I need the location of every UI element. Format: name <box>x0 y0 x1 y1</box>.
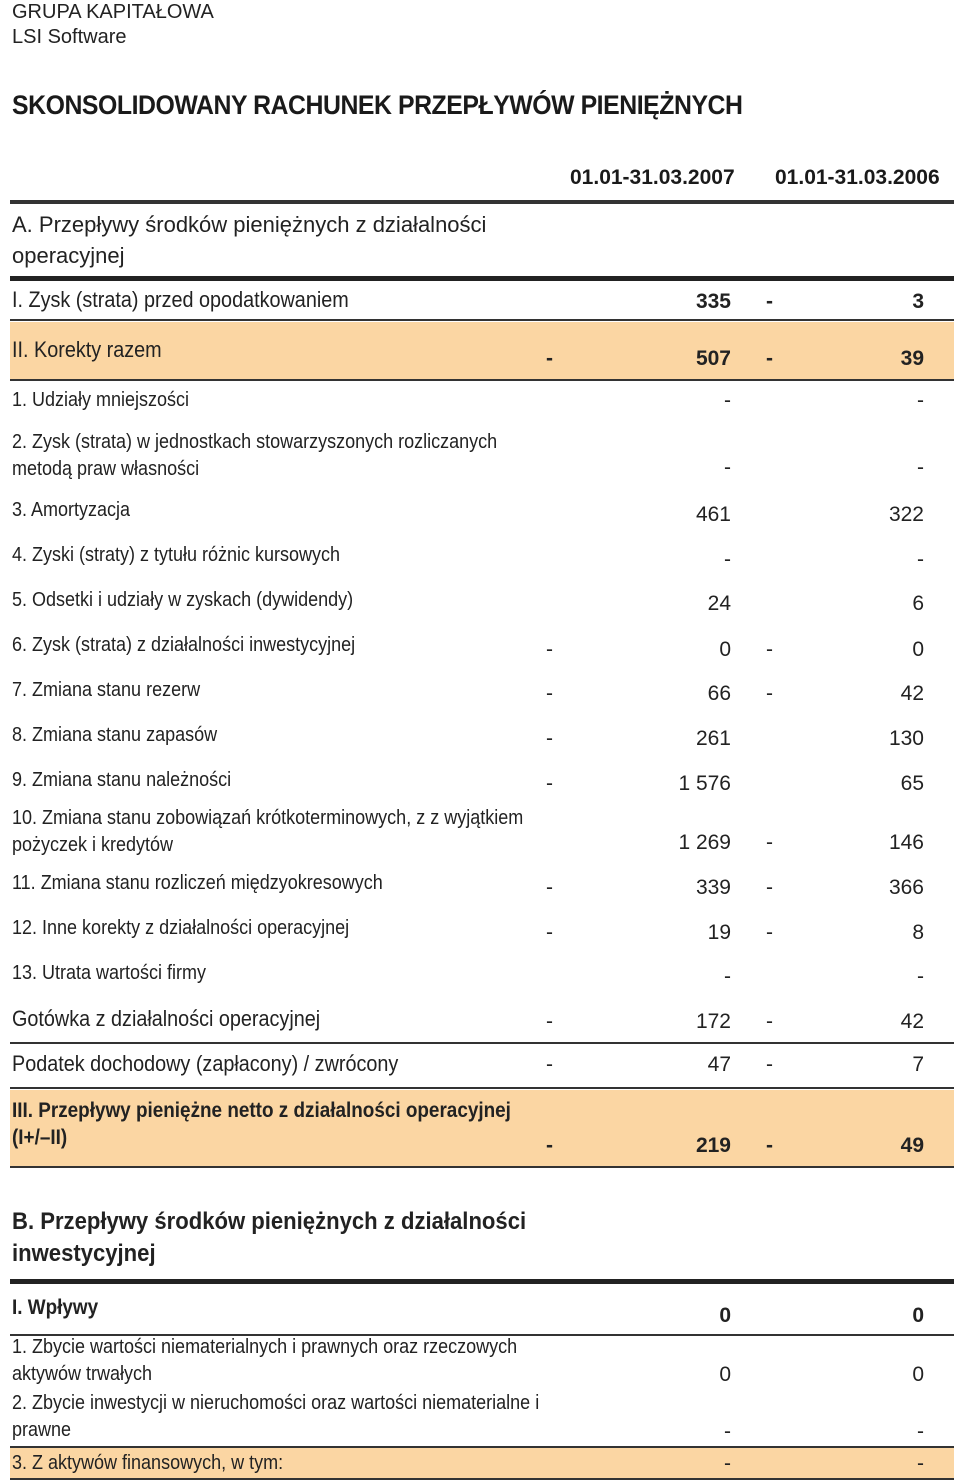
value-2006: 146 <box>888 831 924 854</box>
row-label-line1: Gotówka z działalności operacyjnej <box>12 1006 321 1031</box>
value-2007: 507 <box>695 347 731 370</box>
section_b-row-label <box>12 1294 98 1321</box>
value-2006: 3 <box>912 290 924 313</box>
sign-2006: - <box>766 682 773 705</box>
section_b-row-label <box>12 1390 539 1444</box>
value-2007: 0 <box>719 638 731 661</box>
value-2006: - <box>917 965 924 988</box>
row-rule <box>10 319 954 321</box>
sign-2006: - <box>766 290 773 313</box>
section_a-row-label <box>12 677 200 704</box>
row-label-line1: 3. Amortyzacja <box>12 499 131 521</box>
section_a-row-label <box>12 870 383 897</box>
row-label-line2: metodą praw własności <box>12 458 200 480</box>
company-name-line1: GRUPA KAPITAŁOWA <box>12 1 214 23</box>
value-2006: 39 <box>900 347 924 370</box>
sign-2006: - <box>766 831 773 854</box>
value-2007: 335 <box>695 290 731 313</box>
row-label-line1: 1. Zbycie wartości niematerialnych i prawnych oraz rzeczowych <box>12 1336 518 1358</box>
row-label-line1: 2. Zysk (strata) w jednostkach stowarzyszonych rozliczanych <box>12 431 498 453</box>
row-label-line1: 9. Zmiana stanu należności <box>12 769 232 791</box>
row-label-line1: 10. Zmiana stanu zobowiązań krótkoterminowych, z z wyjątkiem <box>12 807 524 829</box>
sign-2007: - <box>546 1053 553 1076</box>
value-2006: - <box>917 1452 924 1475</box>
section_a-row-label <box>12 497 130 524</box>
row-label-line1: 12. Inne korekty z działalności operacyjnej <box>12 917 350 939</box>
sign-2006: - <box>766 1134 773 1157</box>
section_a-row-label <box>12 1005 320 1032</box>
value-2007: 1 576 <box>678 772 731 795</box>
value-2007: - <box>724 389 731 412</box>
row-label-line2: aktywów trwałych <box>12 1363 153 1385</box>
value-2006: - <box>917 456 924 479</box>
value-2006: 6 <box>912 592 924 615</box>
value-2007: 172 <box>695 1010 731 1033</box>
row-label-line1: I. Wpływy <box>12 1296 99 1319</box>
value-2006: 42 <box>900 682 924 705</box>
row-label-line1: Podatek dochodowy (zapłacony) / zwrócony <box>12 1051 399 1076</box>
row-rule <box>10 379 954 381</box>
row-label-line1: 3. Z aktywów finansowych, w tym: <box>12 1452 284 1474</box>
row-rule <box>10 1478 954 1480</box>
row-label-line1: 2. Zbycie inwestycji w nieruchomości oraz wartości niematerialne i <box>12 1392 540 1414</box>
sign-2007: - <box>546 1010 553 1033</box>
value-2006: 49 <box>900 1134 924 1157</box>
period-header-2006: 01.01-31.03.2006 <box>775 166 940 189</box>
value-2006: - <box>917 548 924 571</box>
value-2006: 322 <box>888 503 924 526</box>
header-rule <box>10 200 954 204</box>
row-rule <box>10 1446 954 1448</box>
section_a-row-label <box>12 387 189 414</box>
value-2006: 42 <box>900 1010 924 1033</box>
value-2006: 65 <box>900 772 924 795</box>
value-2006: 0 <box>912 1304 924 1327</box>
row-label-line1: 1. Udziały mniejszości <box>12 389 190 411</box>
value-2007: 66 <box>707 682 731 705</box>
value-2006: 0 <box>912 1363 924 1386</box>
sign-2006: - <box>766 347 773 370</box>
value-2007: - <box>724 548 731 571</box>
row-label-line1: 13. Utrata wartości firmy <box>12 962 207 984</box>
sign-2007: - <box>546 682 553 705</box>
section_a-row-label <box>12 336 162 363</box>
sign-2007: - <box>546 921 553 944</box>
value-2006: 130 <box>888 727 924 750</box>
value-2007: - <box>724 965 731 988</box>
period-header-2007: 01.01-31.03.2007 <box>570 166 735 189</box>
section_a-row-label <box>12 960 206 987</box>
value-2007: 461 <box>695 503 731 526</box>
row-label-line1: 11. Zmiana stanu rozliczeń międzyokresowych <box>12 872 383 894</box>
sign-2006: - <box>766 1010 773 1033</box>
sign-2006: - <box>766 876 773 899</box>
value-2007: - <box>724 1420 731 1443</box>
section-a-rule <box>10 276 954 281</box>
sign-2006: - <box>766 921 773 944</box>
section_a-row-label <box>12 915 349 942</box>
value-2006: 366 <box>888 876 924 899</box>
value-2007: - <box>724 456 731 479</box>
sign-2007: - <box>546 638 553 661</box>
value-2006: 7 <box>912 1053 924 1076</box>
sign-2007: - <box>546 876 553 899</box>
row-label-line1: 5. Odsetki i udziały w zyskach (dywidendy) <box>12 589 354 611</box>
value-2006: - <box>917 389 924 412</box>
row-label-line1: II. Korekty razem <box>12 337 162 362</box>
value-2007: 219 <box>695 1134 731 1157</box>
section_a-row-label <box>12 587 353 614</box>
section_a-row-label <box>12 542 340 569</box>
row-label-line1: III. Przepływy pieniężne netto z działalności operacyjnej <box>12 1099 511 1122</box>
section_a-row-label <box>12 632 355 659</box>
section-b-rule <box>10 1279 954 1284</box>
row-rule <box>10 1087 954 1089</box>
row-label-line1: I. Zysk (strata) przed opodatkowaniem <box>12 287 349 312</box>
section_a-row-label <box>12 286 349 313</box>
section-b-heading: B. Przepływy środków pieniężnych z działalności inwestycyjnej <box>12 1208 527 1267</box>
value-2007: 47 <box>707 1053 731 1076</box>
sign-2007: - <box>546 772 553 795</box>
sign-2006: - <box>766 1053 773 1076</box>
sign-2006: - <box>766 638 773 661</box>
row-label-line1: 6. Zysk (strata) z działalności inwestycyjnej <box>12 634 356 656</box>
section_a-row-label <box>12 429 497 483</box>
row-label-line1: 8. Zmiana stanu zapasów <box>12 724 218 746</box>
value-2007: 261 <box>695 727 731 750</box>
company-name-line2: LSI Software <box>12 26 127 48</box>
section_b-row-label <box>12 1450 283 1477</box>
section-a-heading: A. Przepływy środków pieniężnych z działalności operacyjnej <box>12 212 487 268</box>
value-2007: - <box>724 1452 731 1475</box>
row-label-line2: (I+/–II) <box>12 1126 68 1149</box>
value-2006: 8 <box>912 921 924 944</box>
value-2007: 19 <box>707 921 731 944</box>
row-rule <box>10 1042 954 1044</box>
value-2007: 1 269 <box>678 831 731 854</box>
row-rule <box>10 1166 954 1168</box>
sign-2007: - <box>546 727 553 750</box>
section_a-row-label <box>12 722 217 749</box>
section_b-row-label <box>12 1334 517 1388</box>
value-2007: 0 <box>719 1363 731 1386</box>
value-2006: - <box>917 1420 924 1443</box>
row-label-line2: pożyczek i kredytów <box>12 834 174 856</box>
document-title: SKONSOLIDOWANY RACHUNEK PRZEPŁYWÓW PIENIĘŻNYCH <box>12 90 743 120</box>
value-2007: 339 <box>695 876 731 899</box>
value-2007: 24 <box>707 592 731 615</box>
section_a-row-label <box>12 1050 398 1077</box>
row-label-line1: 4. Zyski (straty) z tytułu różnic kursowych <box>12 544 341 566</box>
row-label-line2: prawne <box>12 1419 72 1441</box>
section_a-row-label <box>12 1097 511 1151</box>
value-2007: 0 <box>719 1304 731 1327</box>
sign-2007: - <box>546 1134 553 1157</box>
section_a-row-label <box>12 767 231 794</box>
row-label-line1: 7. Zmiana stanu rezerw <box>12 679 201 701</box>
value-2006: 0 <box>912 638 924 661</box>
section_a-row-label <box>12 805 523 859</box>
sign-2007: - <box>546 347 553 370</box>
